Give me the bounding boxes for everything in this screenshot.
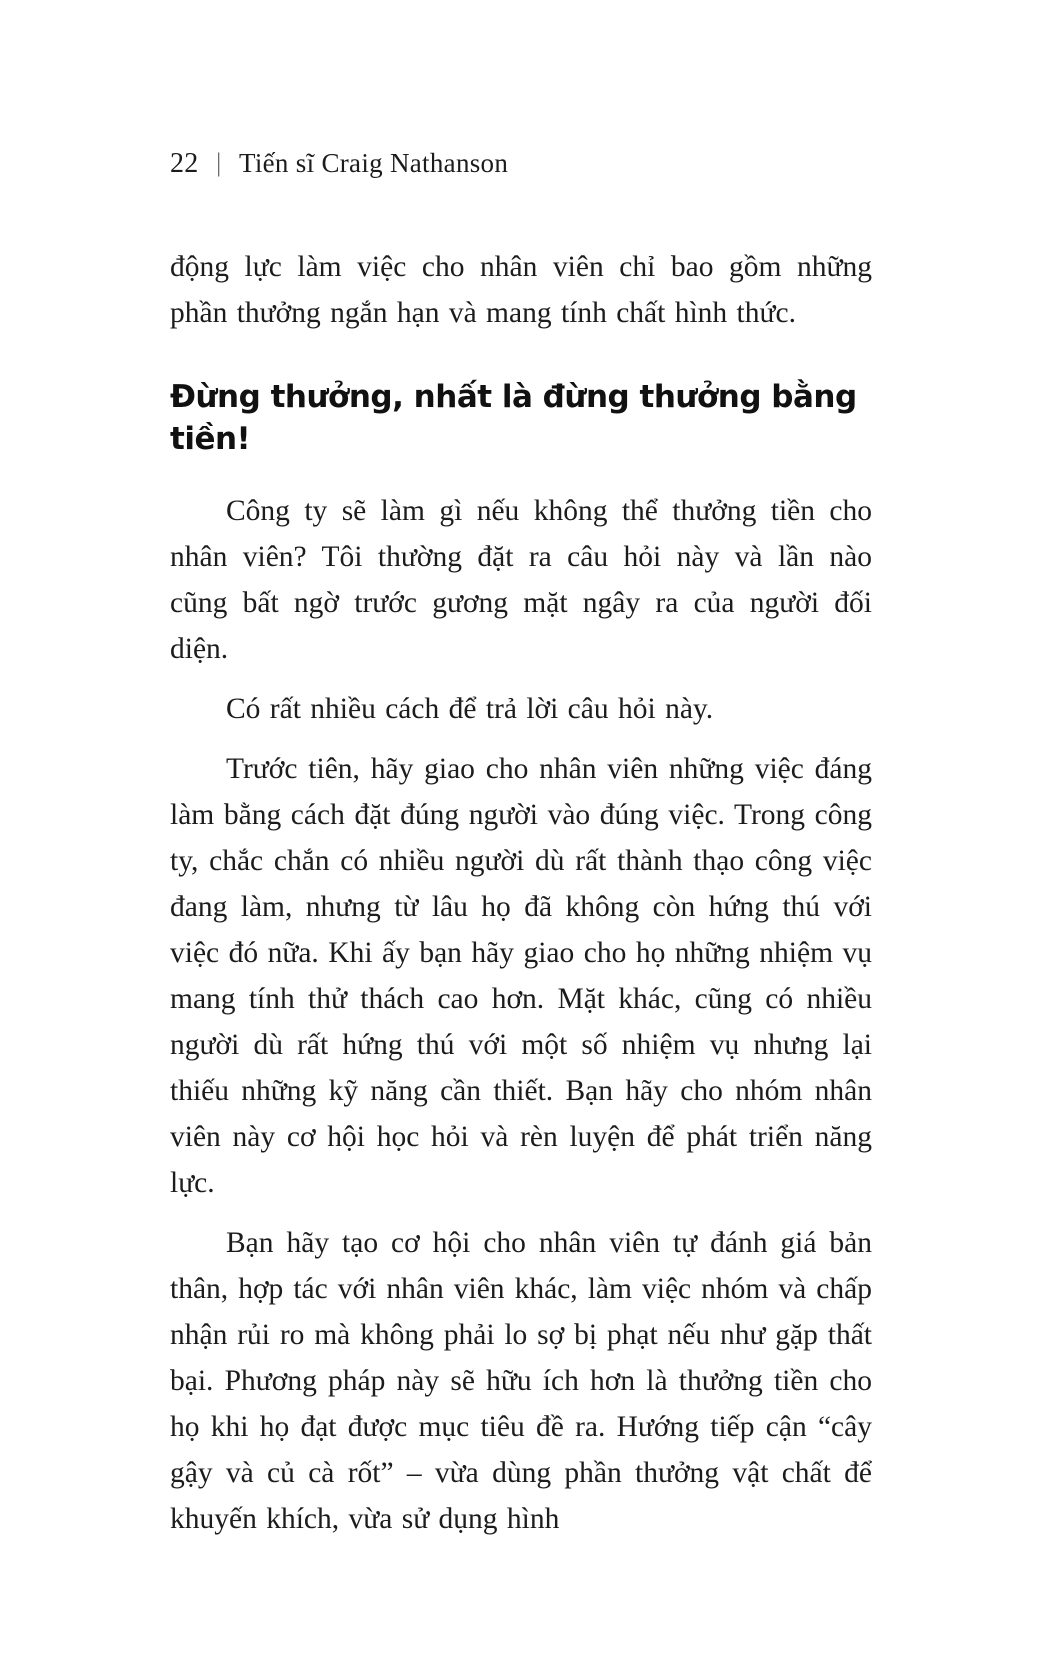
paragraph: Trước tiên, hãy giao cho nhân viên những việc đáng làm bằng cách đặt đúng người vào đúng việc. Trong công ty, chắc chắn có nhiều người dù rất thành thạo công việc đang làm, nhưng từ lâu họ đã không còn hứng thú với việc đó nữa. Khi ấy bạn hãy giao cho họ những nhiệm vụ mang tính thử thách cao hơn. Mặt khác, cũng có nhiều người dù rất hứng thú với một số nhiệm vụ nhưng lại thiếu những kỹ năng cần thiết. Bạn hãy cho nhóm nhân viên này cơ hội học hỏi và rèn luyện để phát triển năng lực. xyxy=(170,753,872,1199)
page-body xyxy=(170,244,872,1542)
paragraph: Bạn hãy tạo cơ hội cho nhân viên tự đánh giá bản thân, hợp tác với nhân viên khác, làm việc nhóm và chấp nhận rủi ro mà không phải lo sợ bị phạt nếu như gặp thất bại. Phương pháp này sẽ hữu ích hơn là thưởng tiền cho họ khi họ đạt được mục tiêu đề ra. Hướng tiếp cận “cây gậy và củ cà rốt” – vừa dùng phần thưởng vật chất để khuyến khích, vừa sử dụng hình xyxy=(170,1227,872,1535)
header-separator: | xyxy=(214,149,223,177)
paragraph: Công ty sẽ làm gì nếu không thể thưởng tiền cho nhân viên? Tôi thường đặt ra câu hỏi này và lần nào cũng bất ngờ trước gương mặt ngây ra của người đối diện. xyxy=(170,495,872,665)
page-header xyxy=(170,148,872,180)
paragraph: Có rất nhiều cách để trả lời câu hỏi này. xyxy=(226,693,714,725)
section-heading: Đừng thưởng, nhất là đừng thưởng bằng tiền! xyxy=(170,379,857,457)
page-number: 22 xyxy=(170,148,199,179)
running-header-author: Tiến sĩ Craig Nathanson xyxy=(239,148,509,178)
paragraph-continuation: động lực làm việc cho nhân viên chỉ bao gồm những phần thưởng ngắn hạn và mang tính chất hình thức. xyxy=(170,251,872,329)
